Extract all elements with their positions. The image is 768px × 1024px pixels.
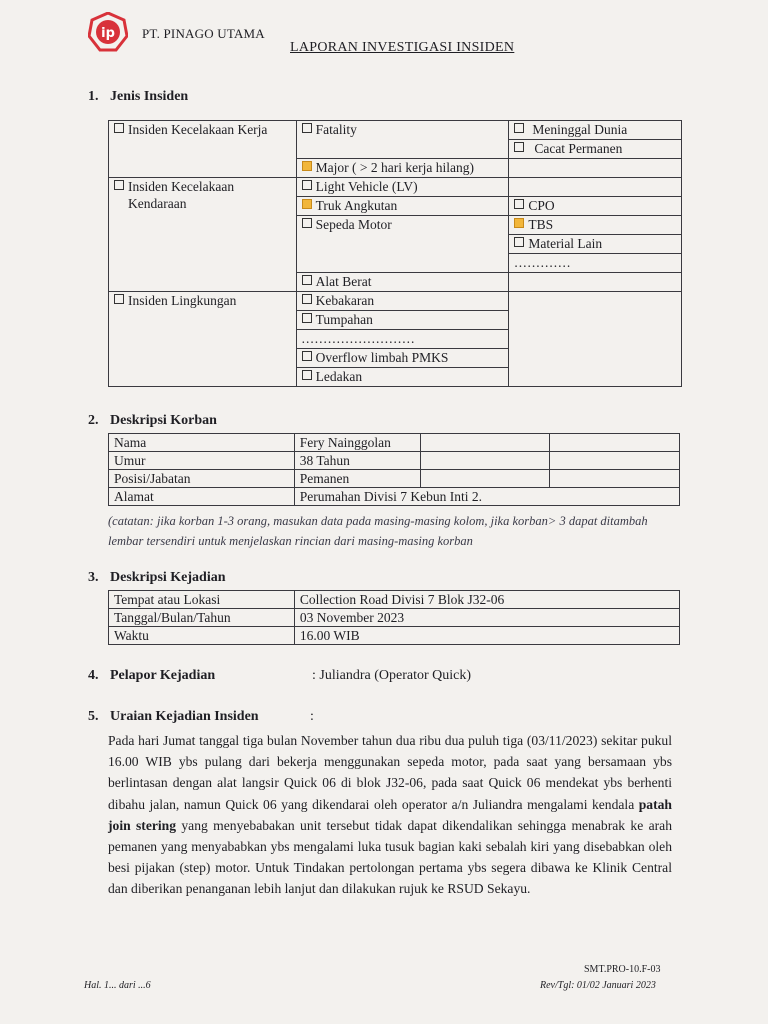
section-4-heading [88,668,215,684]
checkbox-ledakan[interactable] [302,370,312,380]
section-4-title: Pelapor Kejadian [110,668,216,683]
event-label-tanggal: Tanggal/Bulan/Tahun [109,609,295,627]
reporter-value: : Juliandra (Operator Quick) [312,668,471,683]
type-ledakan-label: Ledakan [315,369,363,384]
logo-letters: ip [101,26,115,41]
type-tumpahan-dots: .......................... [301,331,416,346]
victim-label-umur: Umur [109,452,295,470]
checkbox-sepeda-motor[interactable] [302,218,312,228]
event-value-tanggal: 03 November 2023 [294,609,679,627]
company-name: PT. PINAGO UTAMA [142,26,265,41]
victim-value-posisi: Pemanen [294,470,420,488]
section-2-number: 2. [88,413,99,428]
checkbox-kebakaran[interactable] [302,294,312,304]
checkbox-meninggal[interactable] [514,123,524,133]
type-tumpahan-label: Tumpahan [315,312,373,327]
table-row [109,452,680,470]
category-kendaraan-cell [109,178,297,292]
table-row [109,609,680,627]
narrative-part-1: Pada hari Jumat tanggal tiga bulan November tahun dua ribu dua puluh tiga (03/11/2023) sekitar pukul 16.00 WIB ybs pulang dari bekerja menggunakan sepeda motor, pada saat yang bersamaan ybs berlintasan dengan alat langsir Quick 06 di blok J32-06, pada saat Quick 06 mendekat ybs berhenti dibahu jalan, namun Quick 06 yang dikendarai oleh operator a/n Juliandra mengalami kendala [108,733,672,812]
victim-note: (catatan: jika korban 1-3 orang, masukan data pada masing-masing kolom, jika korban> 3 dapat ditambah lembar tersendiri untuk menjelaskan rincian dari masing-masing korban [108,514,648,548]
table-row [109,488,680,506]
victim-table [108,433,680,506]
category-lingkungan-label: Insiden Lingkungan [128,293,237,308]
document-title: LAPORAN INVESTIGASI INSIDEN [290,40,515,55]
detail-cacat-label: Cacat Permanen [534,141,623,156]
type-kebakaran-label: Kebakaran [315,293,375,308]
narrative-bold: patah join stering [108,796,672,833]
section-5-colon: : [310,709,314,724]
section-2-heading [88,413,217,429]
type-light-vehicle-label: Light Vehicle (LV) [315,179,418,194]
victim-label-alamat: Alamat [109,488,295,506]
section-3-number: 3. [88,570,99,585]
checkbox-truk-checked[interactable] [302,199,312,209]
checkbox-kendaraan[interactable] [114,180,124,190]
revision-date: Rev/Tgl: 01/02 Januari 2023 [540,980,656,991]
type-truk-label: Truk Angkutan [315,198,398,213]
checkbox-overflow[interactable] [302,351,312,361]
category-kerja-label: Insiden Kecelakaan Kerja [128,122,268,137]
section-3-heading [88,570,226,586]
event-value-waktu: 16.00 WIB [294,627,679,645]
section-4-number: 4. [88,668,99,683]
type-fatality-cell [296,121,509,159]
section-1-number: 1. [88,89,99,104]
victim-value-umur: 38 Tahun [294,452,420,470]
type-major-label: Major ( > 2 hari kerja hilang) [315,160,474,175]
checkbox-kerja[interactable] [114,123,124,133]
company-logo [88,12,128,52]
section-5-heading [88,709,314,725]
section-2-title: Deskripsi Korban [110,413,217,428]
section-3-title: Deskripsi Kejadian [110,570,226,585]
event-table [108,590,680,645]
checkbox-tbs-checked[interactable] [514,218,524,228]
narrative-part-2: yang menyebabakan unit tersebut tidak dapat dikendalikan sehingga menabrak ke arah pemanen yang menyababkan ybs mengalami luka tusuk bagian kaki sebalah kiri yang disebabkan oleh besi pijakan (step) motor. Untuk Tindakan pertolongan pertama ybs segera dibawa ke Klinik Central dan diberikan penanganan lebih lanjut dan dilakukan rujuk ke RSUD Sekayu. [108,817,672,897]
section-1-title: Jenis Insiden [110,89,189,104]
type-fatality-label: Fatality [315,122,357,137]
incident-type-table [108,120,682,387]
type-sepeda-motor-label: Sepeda Motor [315,217,392,232]
type-alat-berat-label: Alat Berat [315,274,372,289]
category-kendaraan-label-1: Insiden Kecelakaan [128,179,235,194]
type-overflow-label: Overflow limbah PMKS [315,350,449,365]
checkbox-cacat[interactable] [514,142,524,152]
document-code: SMT.PRO-10.F-03 [584,964,661,975]
event-value-lokasi: Collection Road Divisi 7 Blok J32-06 [294,591,679,609]
detail-material-label: Material Lain [528,236,603,251]
category-kerja-cell [109,121,297,178]
table-row [109,591,680,609]
checkbox-cpo[interactable] [514,199,524,209]
incident-narrative [108,730,672,900]
event-label-lokasi: Tempat atau Lokasi [109,591,295,609]
victim-value-nama: Fery Nainggolan [294,434,420,452]
checkbox-material-lain[interactable] [514,237,524,247]
detail-tbs-label: TBS [528,217,554,232]
victim-label-nama: Nama [109,434,295,452]
table-row [109,627,680,645]
checkbox-lingkungan[interactable] [114,294,124,304]
table-row [109,470,680,488]
victim-label-posisi: Posisi/Jabatan [109,470,295,488]
detail-material-dots: ............. [514,255,572,270]
section-5-number: 5. [88,709,99,724]
checkbox-fatality[interactable] [302,123,312,133]
category-kendaraan-label-2: Kendaraan [128,196,187,211]
section-5-title: Uraian Kejadian Insiden [110,709,259,724]
checkbox-light-vehicle[interactable] [302,180,312,190]
checkbox-major-checked[interactable] [302,161,312,171]
category-lingkungan-cell [109,292,297,387]
event-label-waktu: Waktu [109,627,295,645]
detail-cpo-label: CPO [528,198,555,213]
table-row [109,434,680,452]
section-1-heading [88,89,188,105]
page-number: Hal. 1... dari ...6 [84,980,151,991]
checkbox-alat-berat[interactable] [302,275,312,285]
checkbox-tumpahan[interactable] [302,313,312,323]
victim-value-alamat: Perumahan Divisi 7 Kebun Inti 2. [294,488,679,506]
detail-meninggal-label: Meninggal Dunia [532,122,628,137]
